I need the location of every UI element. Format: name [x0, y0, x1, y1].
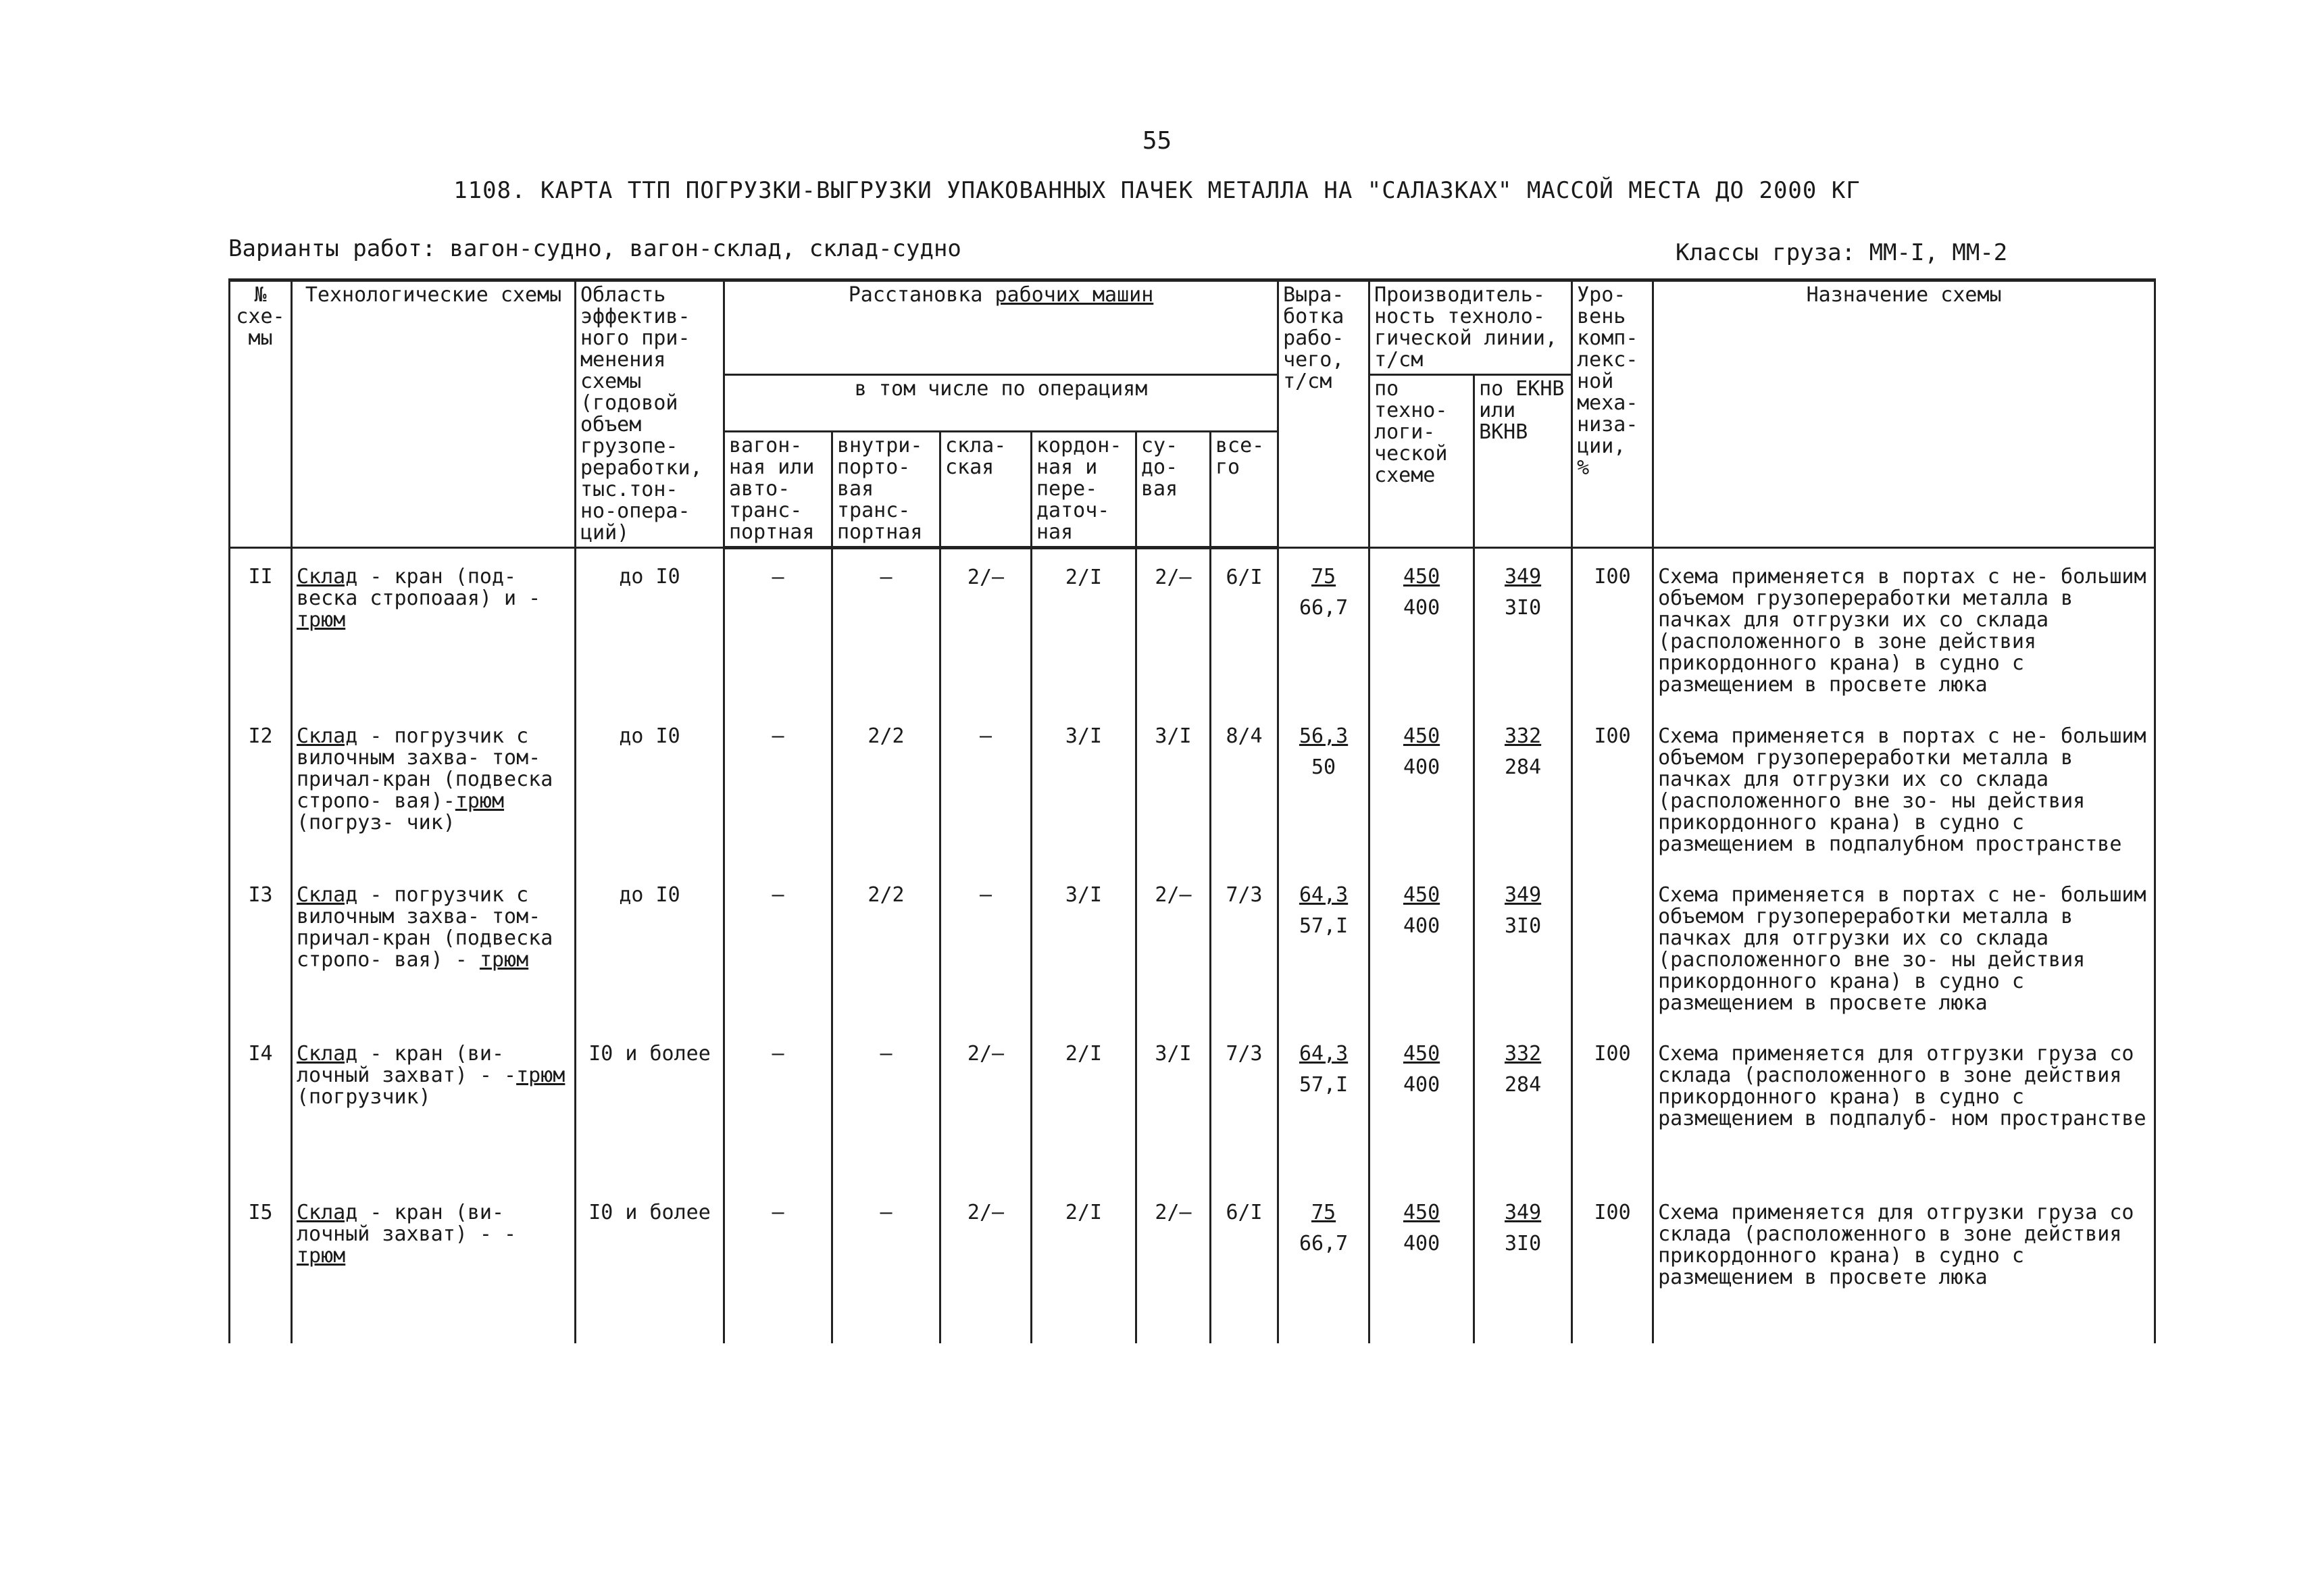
table-body: [230, 548, 2155, 1344]
prod-scheme-numerator: 450: [1403, 883, 1440, 907]
application-area: I0 и более: [576, 1184, 724, 1343]
table-row: [230, 708, 2155, 867]
op-warehouse: 2/–: [940, 548, 1032, 709]
scheme-number: I4: [230, 1026, 292, 1184]
op-kordon: 3/I: [1032, 867, 1136, 1026]
tech-scheme-middle: - кран (ви- лочный захват) - -: [297, 1201, 517, 1246]
prod-eknv-numerator: 349: [1504, 1201, 1542, 1224]
header-scheme-purpose: Назначение схемы: [1653, 280, 2155, 548]
tech-scheme-middle: - кран (под- веска стропоаая) и -: [297, 565, 541, 610]
prod-eknv-numerator: 349: [1504, 883, 1542, 907]
page-title: 1108. КАРТА ТТП ПОГРУЗКИ-ВЫГРУЗКИ УПАКОВАННЫХ ПАЧЕК МЕТАЛЛА НА "САЛАЗКАХ" МАССОЙ МЕСТА ДО 2000 КГ: [453, 177, 1861, 204]
output-numerator: 64,3: [1299, 883, 1349, 907]
prod-scheme-numerator: 450: [1403, 1201, 1440, 1224]
op-warehouse: –: [940, 708, 1032, 867]
prod-scheme-denominator: 400: [1403, 1232, 1440, 1255]
header-scheme-number: № схе- мы: [230, 280, 292, 548]
header-including-operations: в том числе по операциям: [724, 375, 1278, 432]
tech-scheme-hold: трюм: [479, 948, 529, 972]
tech-scheme-middle: - погрузчик с вилочным захва- том-причал-кран (подвеска стропо- вая)-: [297, 724, 553, 813]
header-op-kordon: кордон- ная и пере- даточ- ная: [1032, 432, 1136, 548]
worker-output: [1278, 548, 1369, 709]
prod-eknv-numerator: 332: [1504, 724, 1542, 748]
op-total: 8/4: [1211, 708, 1278, 867]
table-row: [230, 1184, 2155, 1343]
tech-scheme-start: Склад: [297, 565, 358, 589]
tech-scheme-end: (погрузчик): [297, 1085, 431, 1109]
prod-scheme-denominator: 400: [1403, 914, 1440, 938]
tech-scheme: [292, 548, 576, 709]
op-kordon: 2/I: [1032, 1184, 1136, 1343]
op-wagon: –: [724, 708, 832, 867]
application-area: I0 и более: [576, 1026, 724, 1184]
tech-scheme-middle: - погрузчик с вилочным захва- том- причал-кран (подвеска стропо- вая) -: [297, 883, 553, 972]
tech-scheme-start: Склад: [297, 1042, 358, 1066]
application-area: до I0: [576, 548, 724, 709]
tech-scheme-start: Склад: [297, 724, 358, 748]
prod-eknv-denominator: 284: [1504, 1073, 1542, 1097]
prod-eknv-denominator: 284: [1504, 755, 1542, 779]
header-mechanization-level: Уро- вень комп- лекс- ной меха- низа- ции, %: [1572, 280, 1653, 548]
scheme-number: I5: [230, 1184, 292, 1343]
tech-scheme-hold: трюм: [455, 789, 505, 813]
op-ship: 2/–: [1136, 1184, 1211, 1343]
tech-scheme-hold: трюм: [297, 1244, 346, 1268]
prod-by-eknv: [1474, 867, 1572, 1026]
header-op-intraport: внутри- порто- вая транс- портная: [832, 432, 940, 548]
header-application-area: Область эффектив- ного при- менения схемы (годовой объем грузопе- реработки, тыс.тон- но-опера- ций): [576, 280, 724, 548]
table-row: [230, 867, 2155, 1026]
tech-scheme: [292, 867, 576, 1026]
header-productivity: Производитель- ность техноло- гической линии, т/см: [1369, 280, 1572, 375]
prod-by-scheme: [1369, 1184, 1474, 1343]
op-wagon: –: [724, 867, 832, 1026]
prod-by-eknv: [1474, 708, 1572, 867]
op-ship: 2/–: [1136, 867, 1211, 1026]
tech-scheme-start: Склад: [297, 1201, 358, 1224]
worker-output: [1278, 1026, 1369, 1184]
op-total: 6/I: [1211, 1184, 1278, 1343]
prod-scheme-denominator: 400: [1403, 755, 1440, 779]
prod-scheme-numerator: 450: [1403, 565, 1440, 589]
output-numerator: 64,3: [1299, 1042, 1349, 1066]
output-denominator: 50: [1311, 755, 1336, 779]
header-op-ship: су- до- вая: [1136, 432, 1211, 548]
output-numerator: 56,3: [1299, 724, 1349, 748]
worker-output: [1278, 1184, 1369, 1343]
tech-scheme-hold: трюм: [516, 1064, 565, 1087]
prod-eknv-denominator: 3I0: [1504, 1232, 1542, 1255]
tech-scheme-hold: трюм: [297, 608, 346, 632]
prod-by-eknv: [1474, 1184, 1572, 1343]
mechanization-level: [1572, 867, 1653, 1026]
work-variants: Варианты работ: вагон-судно, вагон-склад, склад-судно: [228, 235, 961, 262]
op-kordon: 2/I: [1032, 1026, 1136, 1184]
scheme-purpose: Схема применяется в портах с не- большим объемом грузопереработки металла в пачках для отгрузки их со склада (расположенного вне зо- ны действия прикордонного крана) в судно с размещением в подпалубном пространстве: [1653, 708, 2155, 867]
worker-output: [1278, 708, 1369, 867]
op-ship: 3/I: [1136, 708, 1211, 867]
header-op-total: все- го: [1211, 432, 1278, 548]
output-numerator: 75: [1311, 565, 1336, 589]
op-kordon: 2/I: [1032, 548, 1136, 709]
output-numerator: 75: [1311, 1201, 1336, 1224]
op-wagon: –: [724, 548, 832, 709]
op-total: 7/3: [1211, 867, 1278, 1026]
header-op-wagon: вагон- ная или авто- транс- портная: [724, 432, 832, 548]
table-row: [230, 548, 2155, 709]
table-row: [230, 1026, 2155, 1184]
header-prod-by-scheme: по техно- логи- ческой схеме: [1369, 375, 1474, 548]
header-placement-machines: рабочих машин: [995, 283, 1154, 307]
output-denominator: 66,7: [1299, 596, 1349, 620]
worker-output: [1278, 867, 1369, 1026]
scheme-number: I2: [230, 708, 292, 867]
op-ship: 3/I: [1136, 1026, 1211, 1184]
op-wagon: –: [724, 1026, 832, 1184]
op-intraport: 2/2: [832, 867, 940, 1026]
prod-eknv-numerator: 349: [1504, 565, 1542, 589]
scheme-purpose: Схема применяется для отгрузки груза со склада (расположенного в зоне действия прикордонного крана) в судно с размещением в подпалуб- ном пространстве: [1653, 1026, 2155, 1184]
op-intraport: –: [832, 1184, 940, 1343]
prod-by-scheme: [1369, 867, 1474, 1026]
op-total: 7/3: [1211, 1026, 1278, 1184]
prod-scheme-denominator: 400: [1403, 1073, 1440, 1097]
header-worker-output: Выра- ботка рабо- чего, т/см: [1278, 280, 1369, 548]
application-area: до I0: [576, 708, 724, 867]
op-intraport: –: [832, 1026, 940, 1184]
prod-scheme-denominator: 400: [1403, 596, 1440, 620]
header-placement-label: Расстановка: [848, 283, 983, 307]
tech-scheme-middle: - кран (ви- лочный захват) - -: [297, 1042, 517, 1087]
header-machine-placement: [724, 280, 1278, 375]
output-denominator: 66,7: [1299, 1232, 1349, 1255]
op-intraport: 2/2: [832, 708, 940, 867]
output-denominator: 57,I: [1299, 1073, 1349, 1097]
mechanization-level: I00: [1572, 708, 1653, 867]
op-warehouse: 2/–: [940, 1184, 1032, 1343]
tech-scheme-end: (погруз- чик): [297, 811, 455, 834]
op-total: 6/I: [1211, 548, 1278, 709]
cargo-classes: Классы груза: ММ-I, ММ-2: [1676, 239, 2008, 266]
prod-scheme-numerator: 450: [1403, 724, 1440, 748]
page-number: 55: [1142, 127, 1172, 155]
scheme-number: II: [230, 548, 292, 709]
prod-scheme-numerator: 450: [1403, 1042, 1440, 1066]
prod-eknv-denominator: 3I0: [1504, 596, 1542, 620]
prod-by-scheme: [1369, 1026, 1474, 1184]
prod-by-scheme: [1369, 708, 1474, 867]
tech-scheme: [292, 1184, 576, 1343]
tech-scheme: [292, 1026, 576, 1184]
op-ship: 2/–: [1136, 548, 1211, 709]
op-wagon: –: [724, 1184, 832, 1343]
scheme-number: I3: [230, 867, 292, 1026]
output-denominator: 57,I: [1299, 914, 1349, 938]
prod-by-eknv: [1474, 1026, 1572, 1184]
mechanization-level: I00: [1572, 1184, 1653, 1343]
op-kordon: 3/I: [1032, 708, 1136, 867]
prod-by-eknv: [1474, 548, 1572, 709]
mechanization-level: I00: [1572, 1026, 1653, 1184]
tech-scheme-start: Склад: [297, 883, 358, 907]
header-op-warehouse: скла- ская: [940, 432, 1032, 548]
scheme-table: [228, 278, 2156, 1343]
header-prod-by-eknv: по ЕКНВ или ВКНВ: [1474, 375, 1572, 548]
scheme-purpose: Схема применяется для отгрузки груза со склада (расположенного в зоне действия прикордонного крана) в судно с размещением в просвете люка: [1653, 1184, 2155, 1343]
header-tech-schemes: Технологические схемы: [292, 280, 576, 548]
prod-eknv-numerator: 332: [1504, 1042, 1542, 1066]
tech-scheme: [292, 708, 576, 867]
op-warehouse: –: [940, 867, 1032, 1026]
prod-by-scheme: [1369, 548, 1474, 709]
op-intraport: –: [832, 548, 940, 709]
op-warehouse: 2/–: [940, 1026, 1032, 1184]
application-area: до I0: [576, 867, 724, 1026]
mechanization-level: I00: [1572, 548, 1653, 709]
prod-eknv-denominator: 3I0: [1504, 914, 1542, 938]
scheme-purpose: Схема применяется в портах с не- большим объемом грузопереработки металла в пачках для отгрузки их со склада (расположенного вне зо- ны действия прикордонного крана) в судно с размещением в просвете люка: [1653, 867, 2155, 1026]
scheme-purpose: Схема применяется в портах с не- большим объемом грузопереработки металла в пачках для отгрузки их со склада (расположенного в зоне действия прикордонного крана) в судно с размещением в просвете люка: [1653, 548, 2155, 709]
